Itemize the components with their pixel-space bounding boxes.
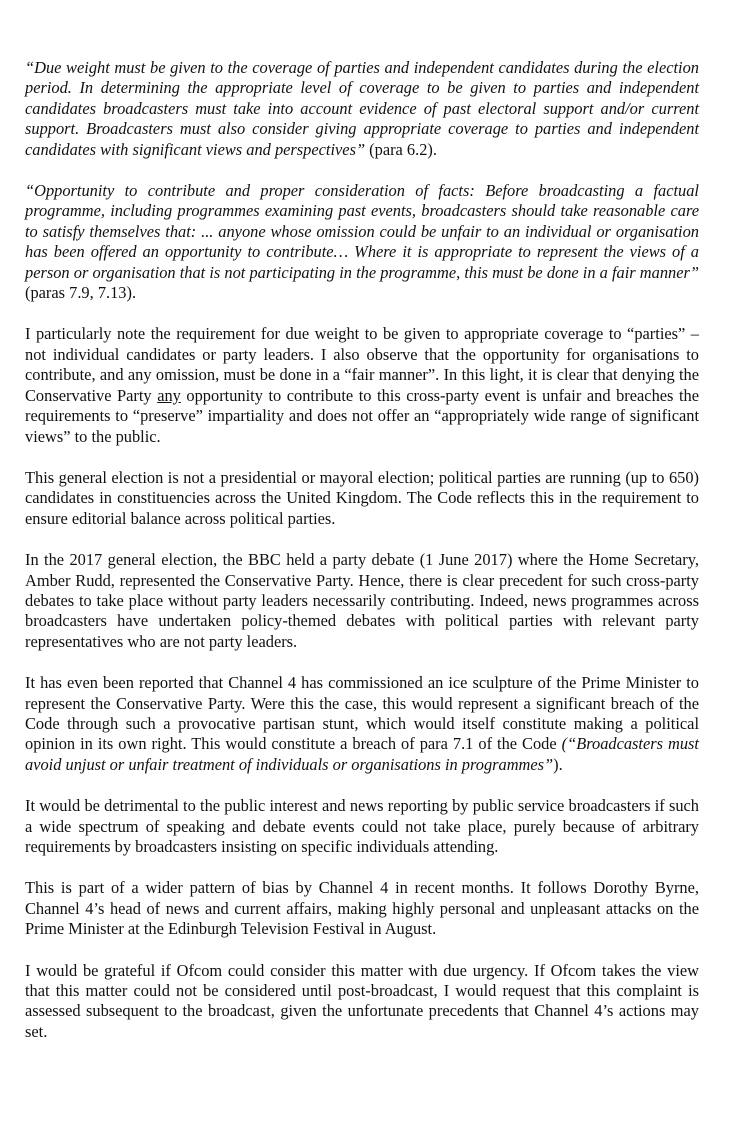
text-segment: It has even been reported that Channel 4 has commissioned an ice sculpture of the Prime Minister to represent the Conservative Party. Were this the case, this would represent a significant breach of the Code through such a provocative partisan stunt, which would itself constitute making a political opinion in its own right. This would constitute a breach of para 7.1 of the Code xyxy=(25,673,699,754)
text-segment: I particularly note the requirement for due weight to be given to appropriate coverage to “parties” – not individual candidates or party leaders. I also observe that the opportunity for organisations to contribute, and any omission, must be done in a “fair manner”. In this light, it is clear that denying the Conservative Party xyxy=(25,324,699,405)
paragraph-request-urgency: I would be grateful if Ofcom could consider this matter with due urgency. If Ofcom takes the view that this matter could not be considered until post-broadcast, I would request that this complaint is assessed subsequent to the broadcast, given the unfortunate precedents that Channel 4’s actions may set. xyxy=(25,960,699,1041)
text-segment: opportunity to contribute to this cross-party event is unfair and breaches the requirements to “preserve” impartiality and does not offer an “appropriately wide range of significant views” to the public. xyxy=(25,385,699,446)
reference-paras-7-9-7-13: (paras 7.9, 7.13). xyxy=(25,283,137,303)
letter-body xyxy=(25,58,699,1063)
quote-para-6-2: “Due weight must be given to the coverage of parties and independent candidates during the election period. In determining the appropriate level of coverage to be given to parties and independent candidates broadcasters must take into account evidence of past electoral support and/or current support. Broadcasters must also consider giving appropriate coverage to parties and independent candidates with significant views and perspectives” xyxy=(25,58,699,159)
paragraph-code-quote-7-9 xyxy=(25,181,699,303)
paragraph-ice-sculpture xyxy=(25,673,699,775)
paragraph-2017-debate: In the 2017 general election, the BBC held a party debate (1 June 2017) where the Home Secretary, Amber Rudd, represented the Conservative Party. Hence, there is clear precedent for such cross-party debates to take place without party leaders necessarily contributing. Indeed, news programmes across broadcasters have undertaken policy-themed debates with political parties with relevant party representatives who are not party leaders. xyxy=(25,550,699,651)
quote-para-7-1: (“Broadcasters must avoid unjust or unfair treatment of individuals or organisations in programmes” xyxy=(25,734,699,774)
paragraph-pattern-of-bias: This is part of a wider pattern of bias by Channel 4 in recent months. It follows Dorothy Byrne, Channel 4’s head of news and current affairs, making highly personal and unpleasant attacks on the Prime Minister at the Edinburgh Television Festival in August. xyxy=(25,878,699,939)
paragraph-general-election: This general election is not a presidential or mayoral election; political parties are running (up to 650) candidates in constituencies across the United Kingdom. The Code reflects this in the requirement to ensure editorial balance across political parties. xyxy=(25,467,699,528)
paragraph-public-interest: It would be detrimental to the public interest and news reporting by public service broadcasters if such a wide spectrum of speaking and debate events could not take place, purely because of arbitrary requirements by broadcasters insisting on specific individuals attending. xyxy=(25,796,699,856)
underlined-word-any: any xyxy=(157,385,181,405)
text-segment: ). xyxy=(553,754,563,774)
paragraph-due-weight xyxy=(25,324,699,446)
quote-paras-7-9-7-13: “Opportunity to contribute and proper consideration of facts: Before broadcasting a factual programme, including programmes examining past events, broadcasters should take reasonable care to satisfy themselves that: ... anyone whose omission could be unfair to an individual or organisation has been offered an opportunity to contribute… Where it is appropriate to represent the views of a person or organisation that is not participating in the programme, this must be done in a fair manner” xyxy=(25,181,699,282)
paragraph-code-quote-6-2 xyxy=(25,58,699,160)
reference-para-6-2: (para 6.2). xyxy=(365,139,437,159)
